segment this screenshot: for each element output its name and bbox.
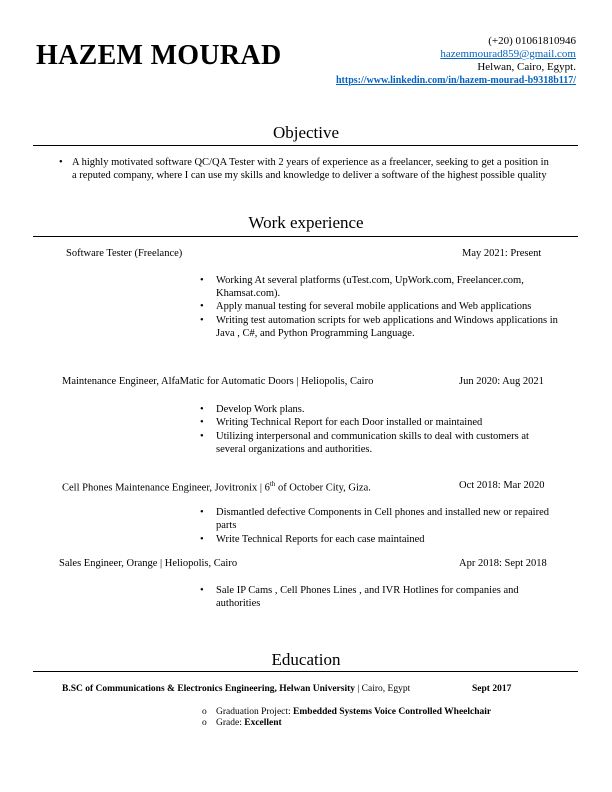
grade: Excellent — [244, 718, 282, 728]
job-bullet — [200, 300, 532, 313]
circle-bullet-icon: o — [202, 718, 207, 728]
bullet-text: Write Technical Reports for each case maintained — [216, 534, 425, 545]
bullet-text: parts — [216, 520, 237, 531]
project: Embedded Systems Voice Controlled Wheelchair — [293, 707, 492, 717]
bullet-icon: • — [200, 431, 204, 442]
job-bullet — [200, 314, 558, 340]
job-bullet — [200, 533, 425, 546]
bullet-icon: • — [59, 157, 63, 168]
bullet-icon: • — [200, 585, 204, 596]
objective-line: a reputed company, where I can use my skills and knowledge to deliver a software of the highest possible quality — [72, 170, 547, 181]
job-title-sup: th — [269, 480, 276, 488]
bullet-text: Working At several platforms (uTest.com, UpWork.com, Freelancer.com, — [216, 275, 524, 286]
job-bullet — [200, 416, 483, 429]
bullet-icon: • — [200, 417, 204, 428]
project-label: Graduation Project: — [216, 707, 294, 717]
phone: (+20) 01061810946 — [488, 35, 576, 47]
objective-heading: Objective — [272, 123, 340, 142]
circle-bullet-icon: o — [202, 707, 207, 717]
linkedin-link[interactable]: https://www.linkedin.com/in/hazem-mourad-b9318b117/ — [335, 75, 576, 86]
bullet-icon: • — [200, 507, 204, 518]
job-date: Jun 2020: Aug 2021 — [459, 376, 544, 387]
bullet-icon: • — [200, 275, 204, 286]
bullet-text: Sale IP Cams , Cell Phones Lines , and IVR Hotlines for companies and — [216, 585, 519, 596]
job-title: Maintenance Engineer, AlfaMatic for Automatic Doors | Heliopolis, Cairo — [62, 376, 374, 387]
bullet-icon: • — [200, 404, 204, 415]
job-bullet — [200, 274, 524, 300]
email-link[interactable]: hazemmourad859@gmail.com — [440, 48, 576, 60]
bullet-text: Java , C#, and Python Programming Language. — [216, 328, 415, 339]
job-bullet — [200, 506, 549, 532]
job-date: Apr 2018: Sept 2018 — [459, 558, 547, 569]
job-title-text: Cell Phones Maintenance Engineer, Jovitronix | 6 — [62, 482, 270, 494]
job-bullet — [200, 584, 519, 610]
bullet-text: Dismantled defective Components in Cell phones and installed new or repaired — [216, 507, 549, 518]
job-bullet — [200, 403, 305, 416]
bullet-text: Utilizing interpersonal and communication skills to deal with customers at — [216, 431, 529, 442]
grade-label: Grade: — [216, 718, 245, 728]
job-title-text: of October City, Giza. — [275, 482, 371, 494]
bullet-icon: • — [200, 315, 204, 326]
bullet-text: several organizations and authorities. — [216, 444, 373, 455]
degree: B.SC of Communications & Electronics Engineering, Helwan University — [62, 684, 356, 694]
education-bullet — [202, 707, 492, 718]
bullet-text: Writing Technical Report for each Door installed or maintained — [216, 417, 483, 428]
objective-bullet — [59, 156, 549, 182]
section-divider — [33, 145, 578, 146]
job-date: Oct 2018: Mar 2020 — [459, 480, 545, 491]
education-bullet — [202, 718, 282, 729]
job-title — [62, 480, 371, 494]
education-heading: Education — [271, 650, 341, 669]
degree-place: | Cairo, Egypt — [355, 684, 411, 694]
work-heading: Work experience — [248, 213, 364, 232]
job-date: May 2021: Present — [462, 248, 542, 259]
degree-date: Sept 2017 — [472, 684, 512, 694]
bullet-icon: • — [200, 534, 204, 545]
bullet-text: Khamsat.com). — [216, 288, 281, 299]
bullet-text: Writing test automation scripts for web applications and Windows applications in — [216, 315, 558, 326]
objective-line: A highly motivated software QC/QA Tester with 2 years of experience as a freelancer, seeking to get a position in — [72, 157, 549, 168]
job-bullet — [200, 430, 529, 456]
bullet-text: Develop Work plans. — [216, 404, 305, 415]
section-divider — [33, 236, 578, 237]
bullet-icon: • — [200, 301, 204, 312]
job-title: Sales Engineer, Orange | Heliopolis, Cairo — [59, 558, 238, 569]
bullet-text: Apply manual testing for several mobile applications and Web applications — [216, 301, 532, 312]
location: Helwan, Cairo, Egypt. — [477, 61, 576, 73]
candidate-name: HAZEM MOURAD — [36, 40, 282, 71]
bullet-text: authorities — [216, 598, 261, 609]
section-divider — [33, 671, 578, 672]
degree-line — [62, 684, 410, 694]
job-title: Software Tester (Freelance) — [66, 248, 183, 259]
